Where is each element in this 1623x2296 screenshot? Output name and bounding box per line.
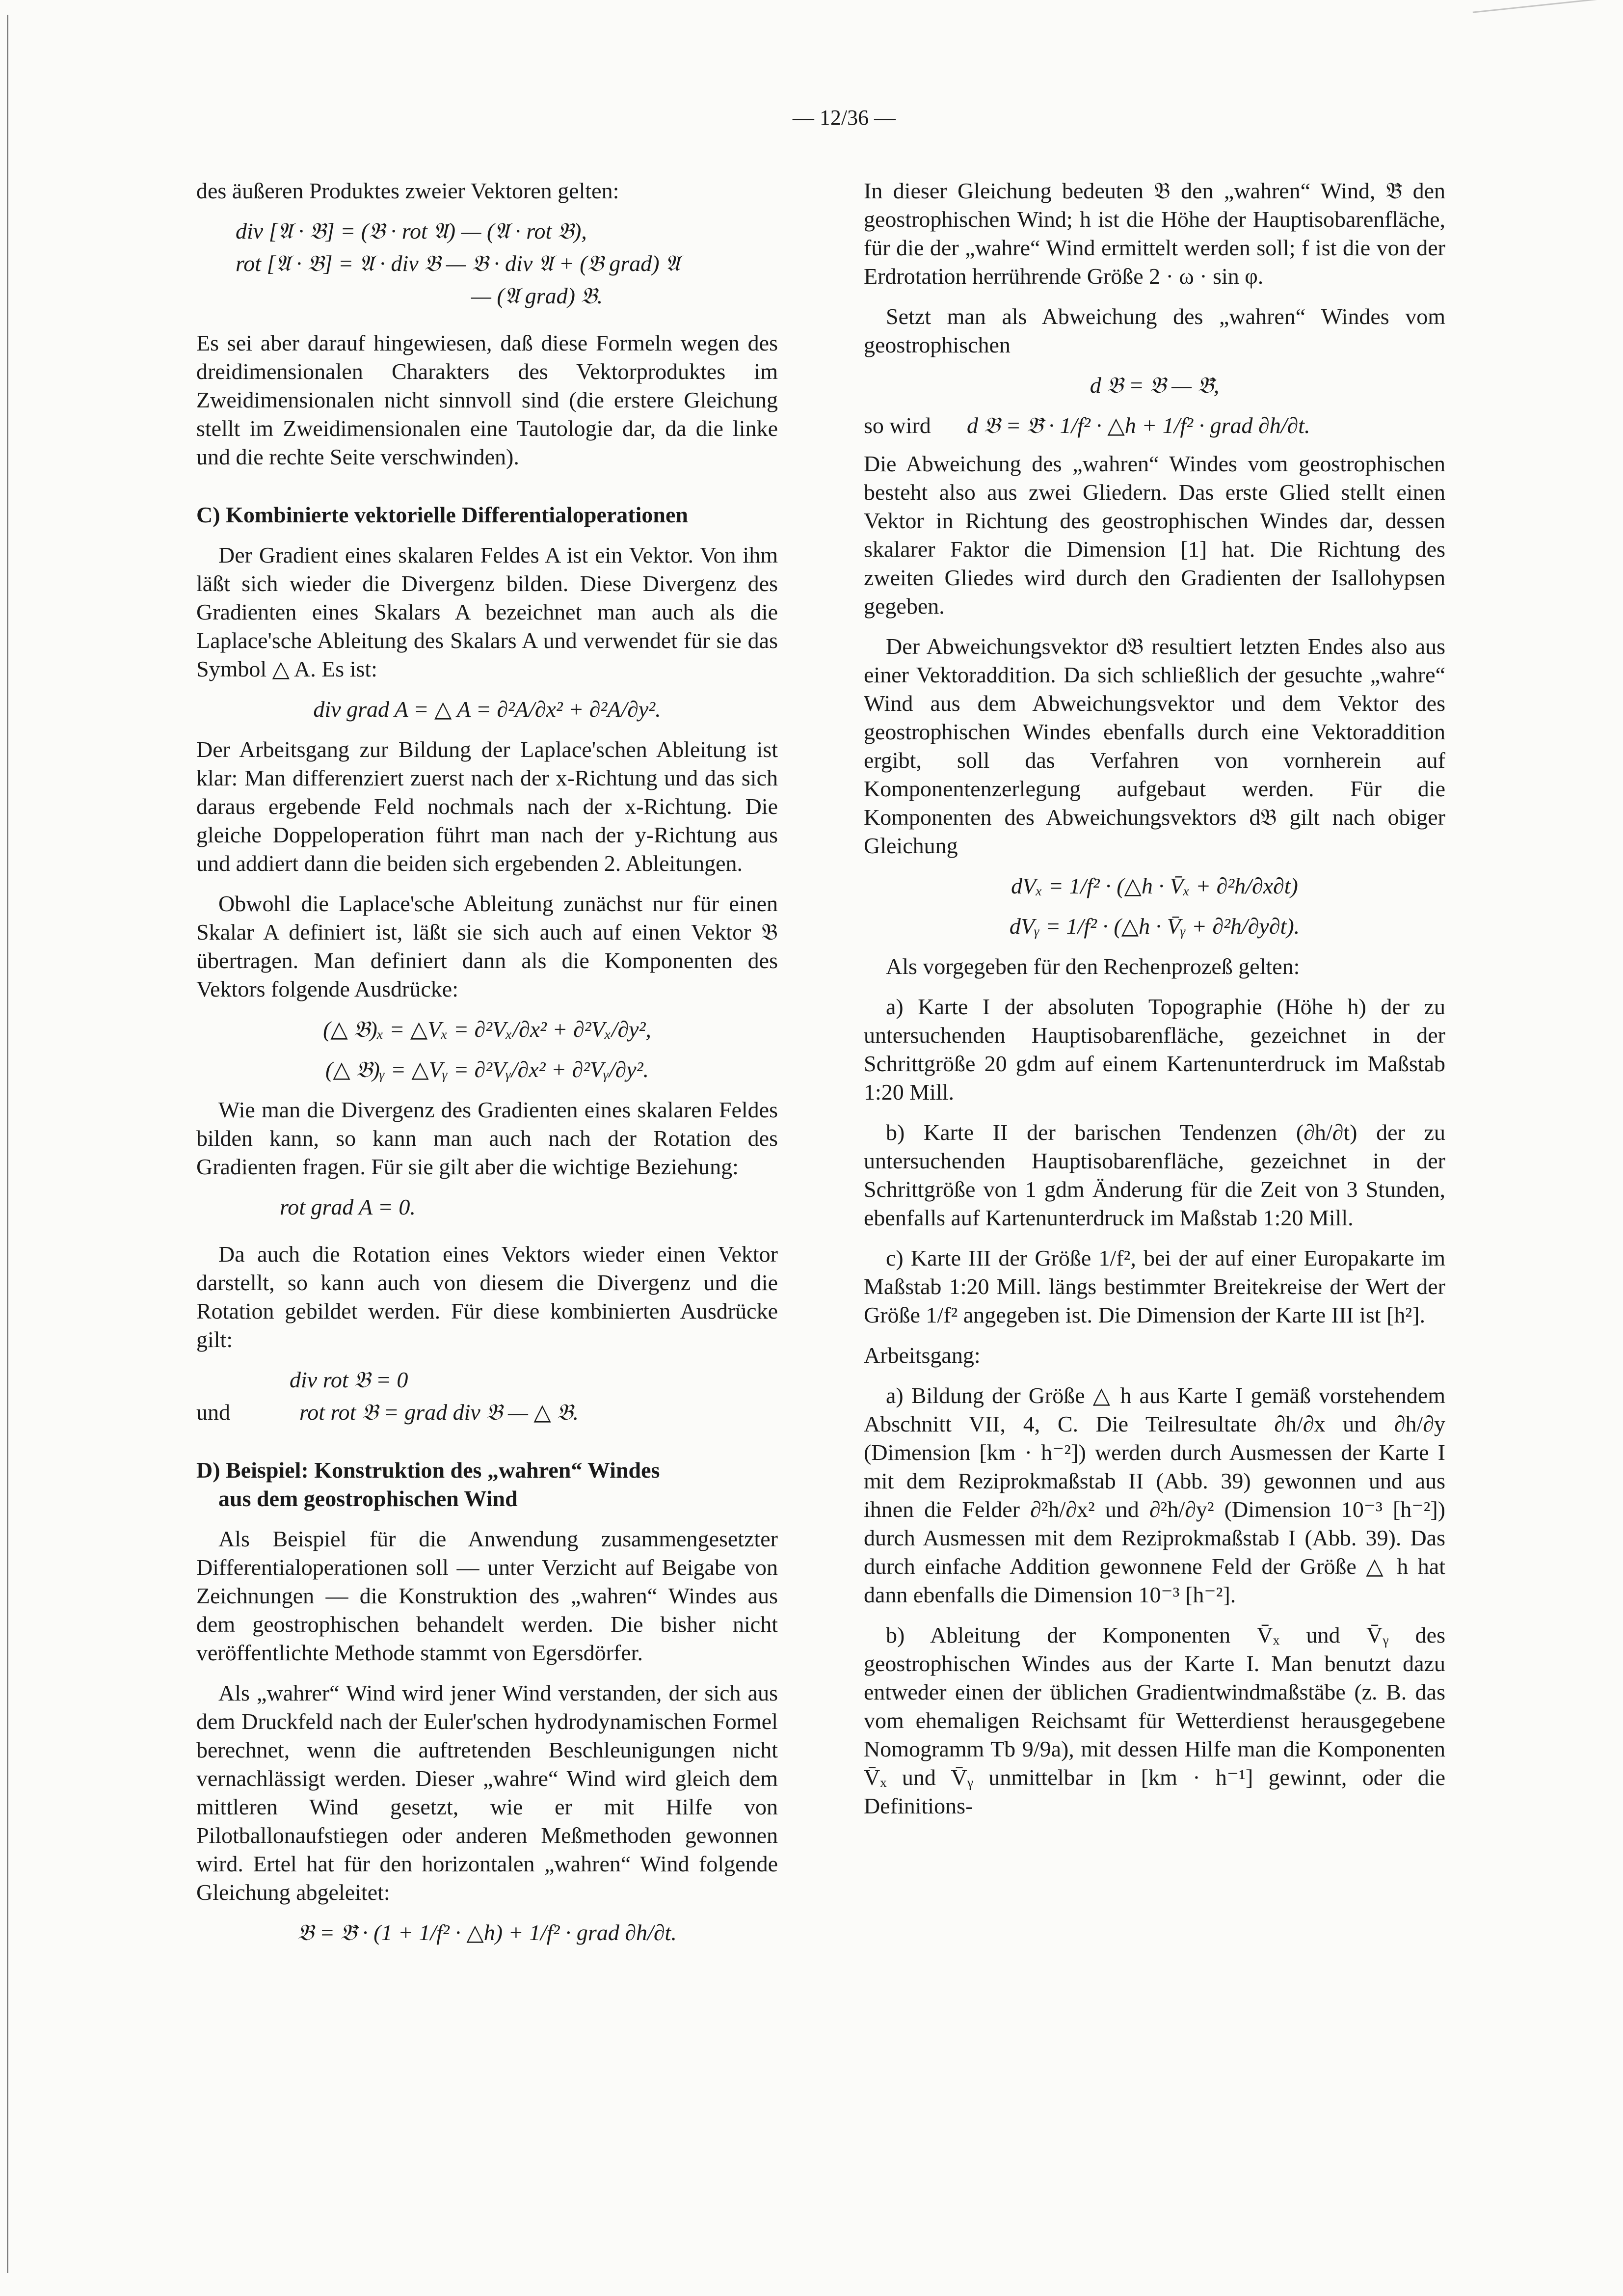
paragraph: a) Karte I der absoluten Topographie (Höhe h) der zu untersuchenden Hauptisobarenfläche, gezeichnet in der Schrittgröße 20 gdm auf einem Kartenunterdruck im Maßstab 1:20 Mill. [864, 994, 1445, 1105]
paragraph: Setzt man als Abweichung des „wahren“ Windes vom geostrophischen [864, 304, 1445, 357]
equation: div [𝔄 · 𝔅] = (𝔅 · rot 𝔄) — (𝔄 · rot 𝔅), [236, 218, 587, 243]
paragraph: des äußeren Produktes zweier Vektoren gelten: [196, 178, 619, 203]
section-heading: C) Kombinierte vektorielle Differentialoperationen [196, 502, 688, 527]
equation-lead: so wird [864, 413, 931, 438]
paragraph: In dieser Gleichung bedeuten 𝔅 den „wahren“ Wind, 𝔅̄ den geostrophischen Wind; h ist die Höhe der Hauptisobarenfläche, für die der „wahre“ Wind ermittelt werden soll; f ist die von der Erdrotation herrührende Größe 2 · ω · sin φ. [864, 178, 1445, 289]
equation: 𝔅 = 𝔅̄ · (1 + 1/f² · △h) + 1/f² · grad ∂h/∂t. [297, 1920, 677, 1945]
equation: rot grad A = 0. [280, 1194, 416, 1219]
section-heading: D) Beispiel: Konstruktion des „wahren“ Windes [196, 1458, 660, 1483]
equation: dVᵧ = 1/f² · (△h · V̄ᵧ + ∂²h/∂y∂t). [1009, 914, 1300, 939]
paragraph: c) Karte III der Größe 1/f², bei der auf einer Europakarte im Maßstab 1:20 Mill. längs bestimmter Breitekreise der Wert der Größe 1/f² angegeben ist. Die Dimension der Karte III ist [h²]. [864, 1245, 1445, 1327]
equation-lead: und [196, 1400, 230, 1425]
paragraph: b) Ableitung der Komponenten V̄ₓ und V̄ᵧ des geostrophischen Windes aus der Karte I. Man benutzt dazu entweder einen der üblichen Gradientwindmaßstäbe (z. B. das vom ehemaligen Reichsamt für Wetterdienst herausgegebene Nomogramm Tb 9/9a), mit dessen Hilfe man die Komponenten V̄ₓ und V̄ᵧ unmittelbar in [km · h⁻¹] gewinnt, oder die Definitions- [864, 1622, 1445, 1818]
paragraph: Der Abweichungsvektor d𝔅 resultiert letzten Endes also aus einer Vektoraddition. Da sich schließlich der gesuchte „wahre“ Wind aus dem Abweichungsvektor und dem Vektor des geostrophischen Windes ebenfalls durch eine Vektoraddition ergibt, soll das Verfahren von vornherein auf Komponentenzerlegung aufgebaut werden. Für die Komponenten des Abweichungsvektors d𝔅 gilt nach obiger Gleichung [864, 634, 1445, 858]
equation: — (𝔄 grad) 𝔅. [471, 283, 603, 308]
left-column [196, 177, 778, 1959]
equation: d 𝔅 = 𝔅̄ · 1/f² · △h + 1/f² · grad ∂h/∂t. [967, 413, 1310, 438]
equation: d 𝔅 = 𝔅 — 𝔅̄, [1090, 373, 1220, 398]
paragraph: Der Arbeitsgang zur Bildung der Laplace'schen Ableitung ist klar: Man differenziert zuerst nach der x-Richtung und das sich daraus ergebende Feld nochmals nach der x-Richtung. Die gleiche Doppeloperation führt man nach der y-Richtung aus und addiert dann die beiden sich ergebenden 2. Ableitungen. [196, 737, 778, 876]
paragraph: Als Beispiel für die Anwendung zusammengesetzter Differentialoperationen soll — unter Verzicht auf Beigabe von Zeichnungen — die Konstruktion des „wahren“ Windes aus dem geostrophischen behandelt werden. Die bisher nicht veröffentlichte Methode stammt von Egersdörfer. [196, 1526, 778, 1665]
page-number: — 12/36 — [792, 106, 896, 130]
paragraph: Da auch die Rotation eines Vektors wieder einen Vektor darstellt, so kann auch von diesem die Divergenz und die Rotation gebildet werden. Für diese kombinierten Ausdrücke gilt: [196, 1242, 778, 1352]
paragraph: Wie man die Divergenz des Gradienten eines skalaren Feldes bilden kann, so kann man auch nach der Rotation des Gradienten fragen. Für sie gilt aber die wichtige Beziehung: [196, 1097, 778, 1179]
scan-mark [1473, 0, 1620, 13]
equation: div grad A = △ A = ∂²A/∂x² + ∂²A/∂y². [313, 697, 661, 722]
paragraph: Der Gradient eines skalaren Feldes A ist ein Vektor. Von ihm läßt sich wieder die Divergenz bilden. Diese Divergenz des Gradienten eines Skalars A bezeichnet man auch als die Laplace'sche Ableitung des Skalars A und verwendet für sie das Symbol △ A. Es ist: [196, 542, 778, 681]
section-heading-continued: aus dem geostrophischen Wind [218, 1486, 518, 1511]
paragraph: a) Bildung der Größe △ h aus Karte I gemäß vorstehendem Abschnitt VII, 4, C. Die Teilresultate ∂h/∂x und ∂h/∂y (Dimension [km · h⁻²]) werden durch Ausmessen der Karte I mit dem Reziprokmaßstab II (Abb. 39) gewonnen und aus ihnen die Felder ∂²h/∂x² und ∂²h/∂y² (Dimension 10⁻³ [h⁻²]) durch Ausmessen mit dem Reziprokmaßstab I (Abb. 39). Das durch einfache Addition gewonnene Feld der Größe △ h hat dann ebenfalls die Dimension 10⁻³ [h⁻²]. [864, 1383, 1445, 1607]
equation-row [196, 1398, 778, 1427]
paragraph: Die Abweichung des „wahren“ Windes vom geostrophischen besteht also aus zwei Gliedern. Das erste Glied stellt einen Vektor in Richtung des geostrophischen Windes dar, dessen skalarer Faktor die Dimension [1] hat. Die Richtung des zweiten Gliedes wird durch den Gradienten der Isallohypsen gegeben. [864, 451, 1445, 619]
equation: div rot 𝔅 = 0 [290, 1367, 408, 1392]
equation: rot [𝔄 · 𝔅] = 𝔄 · div 𝔅 — 𝔅 · div 𝔄 + (𝔅 grad) 𝔄 [236, 251, 680, 276]
paragraph: Als vorgegeben für den Rechenprozeß gelten: [886, 954, 1300, 979]
paragraph: Es sei aber darauf hingewiesen, daß diese Formeln wegen des dreidimensionalen Charakters des Vektorproduktes im Zweidimensionalen nicht sinnvoll sind (die erstere Gleichung stellt im Zweidimensionalen eine Tautologie dar, da die linke und die rechte Seite verschwinden). [196, 330, 778, 469]
equation-row [864, 411, 1445, 440]
equation: (△ 𝔅)ₓ = △Vₓ = ∂²Vₓ/∂x² + ∂²Vₓ/∂y², [323, 1017, 651, 1042]
scan-edge-line [7, 15, 8, 2273]
equation: (△ 𝔅)ᵧ = △Vᵧ = ∂²Vᵧ/∂x² + ∂²Vᵧ/∂y². [325, 1057, 649, 1082]
paragraph: Obwohl die Laplace'sche Ableitung zunächst nur für einen Skalar A definiert ist, läßt sie sich auch auf einen Vektor 𝔅 übertragen. Man definiert dann als die Komponenten des Vektors folgende Ausdrücke: [196, 891, 778, 1001]
right-column [864, 177, 1445, 1832]
equation: dVₓ = 1/f² · (△h · V̄ₓ + ∂²h/∂x∂t) [1011, 873, 1298, 898]
paragraph: b) Karte II der barischen Tendenzen (∂h/∂t) der zu untersuchenden Hauptisobarenfläche, gezeichnet in der Schrittgröße von 1 gdm Änderung für die Zeit von 3 Stunden, ebenfalls auf Kartenunterdruck im Maßstab 1:20 Mill. [864, 1120, 1445, 1230]
paragraph: Arbeitsgang: [864, 1343, 981, 1368]
equation: rot rot 𝔅 = grad div 𝔅 — △ 𝔅. [299, 1400, 579, 1425]
paragraph: Als „wahrer“ Wind wird jener Wind verstanden, der sich aus dem Druckfeld nach der Euler'schen hydrodynamischen Formel berechnet, wenn die auftretenden Beschleunigungen nicht vernachlässigt werden. Dieser „wahre“ Wind wird gleich dem mittleren Wind gesetzt, wie er mit Hilfe von Pilotballonaufstiegen oder anderen Meßmethoden gewonnen wird. Ertel hat für den horizontalen „wahren“ Wind folgende Gleichung abgeleitet: [196, 1680, 778, 1905]
